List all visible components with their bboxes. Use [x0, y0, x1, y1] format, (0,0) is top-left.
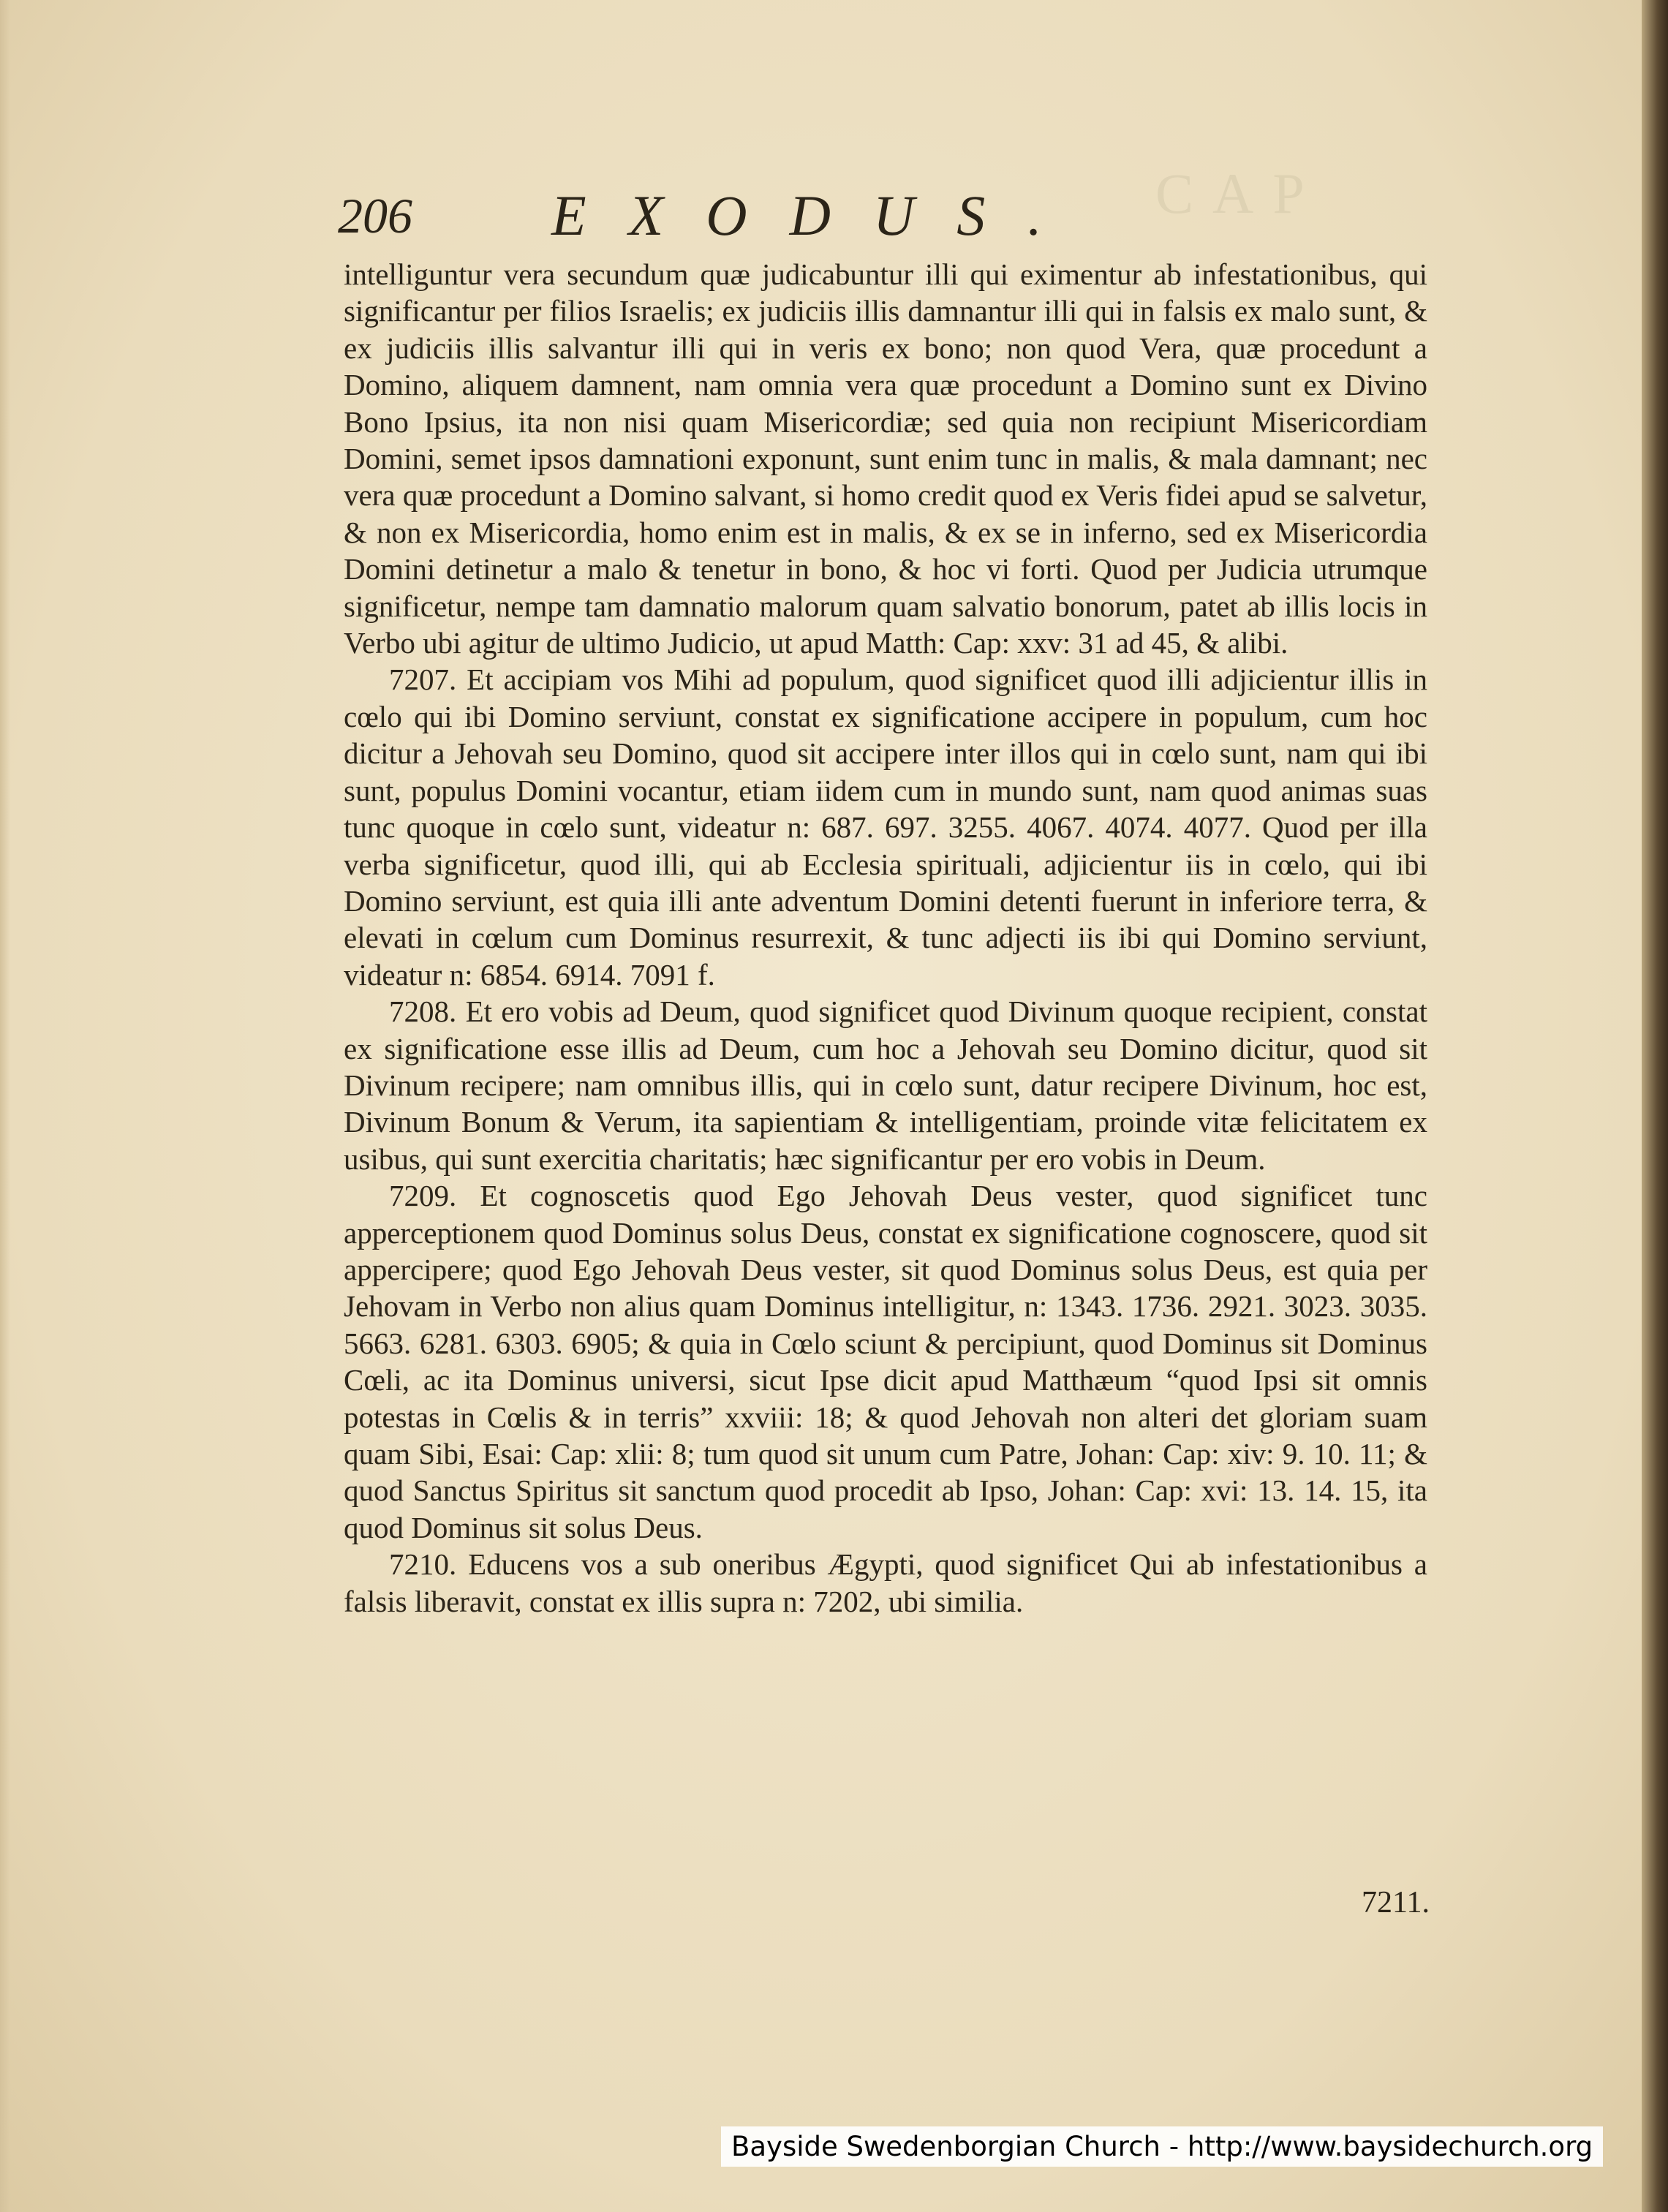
paragraph-continuation: intelliguntur vera secundum quæ judicabuntur illi qui eximentur ab infestationibus, qui significantur per filios Israelis; ex judiciis illis damnantur illi qui in falsis ex malo sunt, & ex judiciis illis salvantur illi qui in veris ex bono; non quod Vera, quæ procedunt a Domino, aliquem damnent, nam omnia vera quæ procedunt a Domino sunt ex Divino Bono Ipsius, ita non nisi quam Misericordiæ; sed quia non recipiunt Misericordiam Domini, semet ipsos damnationi exponunt, sunt enim tunc in malis, & mala damnant; nec vera quæ procedunt a Domino salvant, si homo credit quod ex Veris fidei apud se salvetur, & non ex Misericordia, homo enim est in malis, & ex se in inferno, sed ex Misericordia Domini detinetur a malo & tenetur in bono, & hoc vi forti. Quod per Judicia utrumque significetur, nempe tam damnatio malorum quam salvatio bonorum, patet ab illis locis in Verbo ubi agitur de ultimo Judicio, ut apud Matth: Cap: xxv: 31 ad 45, & alibi.: [344, 257, 1427, 660]
paragraph-7210: 7210. Educens vos a sub oneribus Ægypti, quod significet Qui ab infestationibus a falsis liberavit, constat ex illis supra n: 7202, ubi similia.: [344, 1547, 1427, 1618]
paragraph-7207: 7207. Et accipiam vos Mihi ad populum, quod significet quod illi adjicientur illis in cœlo qui ibi Domino serviunt, constat ex significatione accipere in populum, cum hoc dicitur a Jehovah seu Domino, quod sit accipere inter illos qui in cœlo sunt, nam qui ibi sunt, populus Domini vocantur, etiam iidem cum in mundo sunt, nam quod animas suas tunc quoque in cœlo sunt, videatur n: 687. 697. 3255. 4067. 4074. 4077. Quod per illa verba significetur, quod illi, qui ab Ecclesia spirituali, adjicientur iis in cœlo, qui ibi Domino serviunt, est quia illi ante adventum Domini detenti fuerunt in inferiore terra, & elevati in cœlum cum Dominus resurrexit, & tunc adjecti iis ibi qui Domino serviunt, videatur n: 6854. 6914. 7091 f.: [344, 663, 1427, 992]
watermark-caption: Bayside Swedenborgian Church - http://www.baysidechurch.org: [721, 2126, 1603, 2167]
page-header: [338, 179, 1449, 260]
running-title: EXODUS.: [551, 184, 1084, 247]
paragraph-7208: 7208. Et ero vobis ad Deum, quod significet quod Divinum quoque recipient, constat ex significatione esse illis ad Deum, cum hoc a Jehovah seu Domino dicitur, quod sit Divinum recipere; nam omnibus illis, qui in cœlo sunt, datur recipere Divinum, hoc est, Divinum Bonum & Verum, ita sapientiam & intelligentiam, proinde vitæ felicitatem ex usibus, qui sunt exercitia charitatis; hæc significantur per ero vobis in Deum.: [344, 994, 1427, 1176]
binding-gutter: [1642, 0, 1668, 2212]
page-number: 206: [338, 188, 412, 244]
catchword: 7211.: [1362, 1886, 1430, 1920]
page-edge-shadow: [0, 0, 10, 2212]
body-text: [344, 256, 1427, 1620]
show-through-bleed: CAP: [1155, 162, 1324, 225]
paragraph-7209: 7209. Et cognoscetis quod Ego Jehovah Deus vester, quod significet tunc apperceptionem quod Dominus solus Deus, constat ex significatione cognoscere, quod sit appercipere; quod Ego Jehovah Deus vester, sit quod Dominus solus Deus, est quia per Jehovam in Verbo non alius quam Dominus intelligitur, n: 1343. 1736. 2921. 3023. 3035. 5663. 6281. 6303. 6905; & quia in Cœlo sciunt & percipiunt, quod Dominus sit Dominus Cœli, ac ita Dominus universi, sicut Ipse dicit apud Matthæum “quod Ipsi sit omnis potestas in Cœlis & in terris” xxviii: 18; & quod Jehovah non alteri det gloriam suam quam Sibi, Esai: Cap: xlii: 8; tum quod sit unum cum Patre, Johan: Cap: xiv: 9. 10. 11; & quod Sanctus Spiritus sit sanctum quod procedit ab Ipso, Johan: Cap: xvi: 13. 14. 15, ita quod Dominus sit solus Deus.: [344, 1179, 1427, 1544]
